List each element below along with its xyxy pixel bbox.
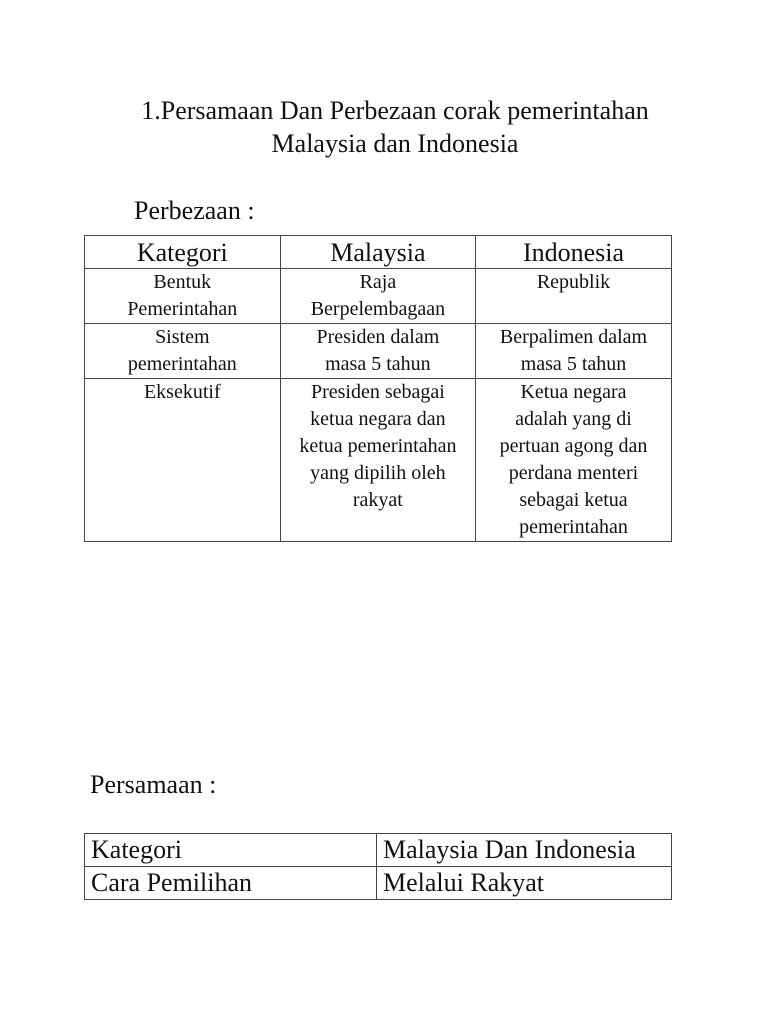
table-row	[85, 324, 672, 379]
table-header-row	[85, 834, 672, 867]
document-title	[0, 94, 768, 160]
table-cell: Berpalimen dalam masa 5 tahun	[476, 324, 672, 379]
title-line-1: 1.Persamaan Dan Perbezaan corak pemerintahan	[141, 96, 649, 125]
table-cell: Sistem pemerintahan	[85, 324, 281, 379]
table-cell: Cara Pemilihan	[85, 867, 377, 900]
table-row	[85, 269, 672, 324]
header-malaysia-dan-indonesia: Malaysia Dan Indonesia	[377, 834, 672, 867]
header-kategori: Kategori	[85, 834, 377, 867]
table-header-row	[85, 236, 672, 269]
title-line-2: Malaysia dan Indonesia	[271, 129, 519, 158]
header-malaysia: Malaysia	[280, 236, 476, 269]
table-cell: Republik	[476, 269, 672, 324]
table-cell: Presiden sebagai ketua negara dan ketua pemerintahan yang dipilih oleh rakyat	[280, 379, 476, 542]
table-cell: Eksekutif	[85, 379, 281, 542]
table-cell: Raja Berpelembagaan	[280, 269, 476, 324]
table-cell: Bentuk Pemerintahan	[85, 269, 281, 324]
table-cell: Ketua negara adalah yang di pertuan agong dan perdana menteri sebagai ketua pemerintahan	[476, 379, 672, 542]
perbezaan-table	[84, 235, 672, 542]
persamaan-table	[84, 833, 672, 900]
perbezaan-heading: Perbezaan :	[134, 196, 255, 225]
header-kategori: Kategori	[85, 236, 281, 269]
table-cell: Presiden dalam masa 5 tahun	[280, 324, 476, 379]
table-row	[85, 867, 672, 900]
persamaan-heading: Persamaan :	[90, 770, 217, 799]
table-cell: Melalui Rakyat	[377, 867, 672, 900]
table-row	[85, 379, 672, 542]
header-indonesia: Indonesia	[476, 236, 672, 269]
